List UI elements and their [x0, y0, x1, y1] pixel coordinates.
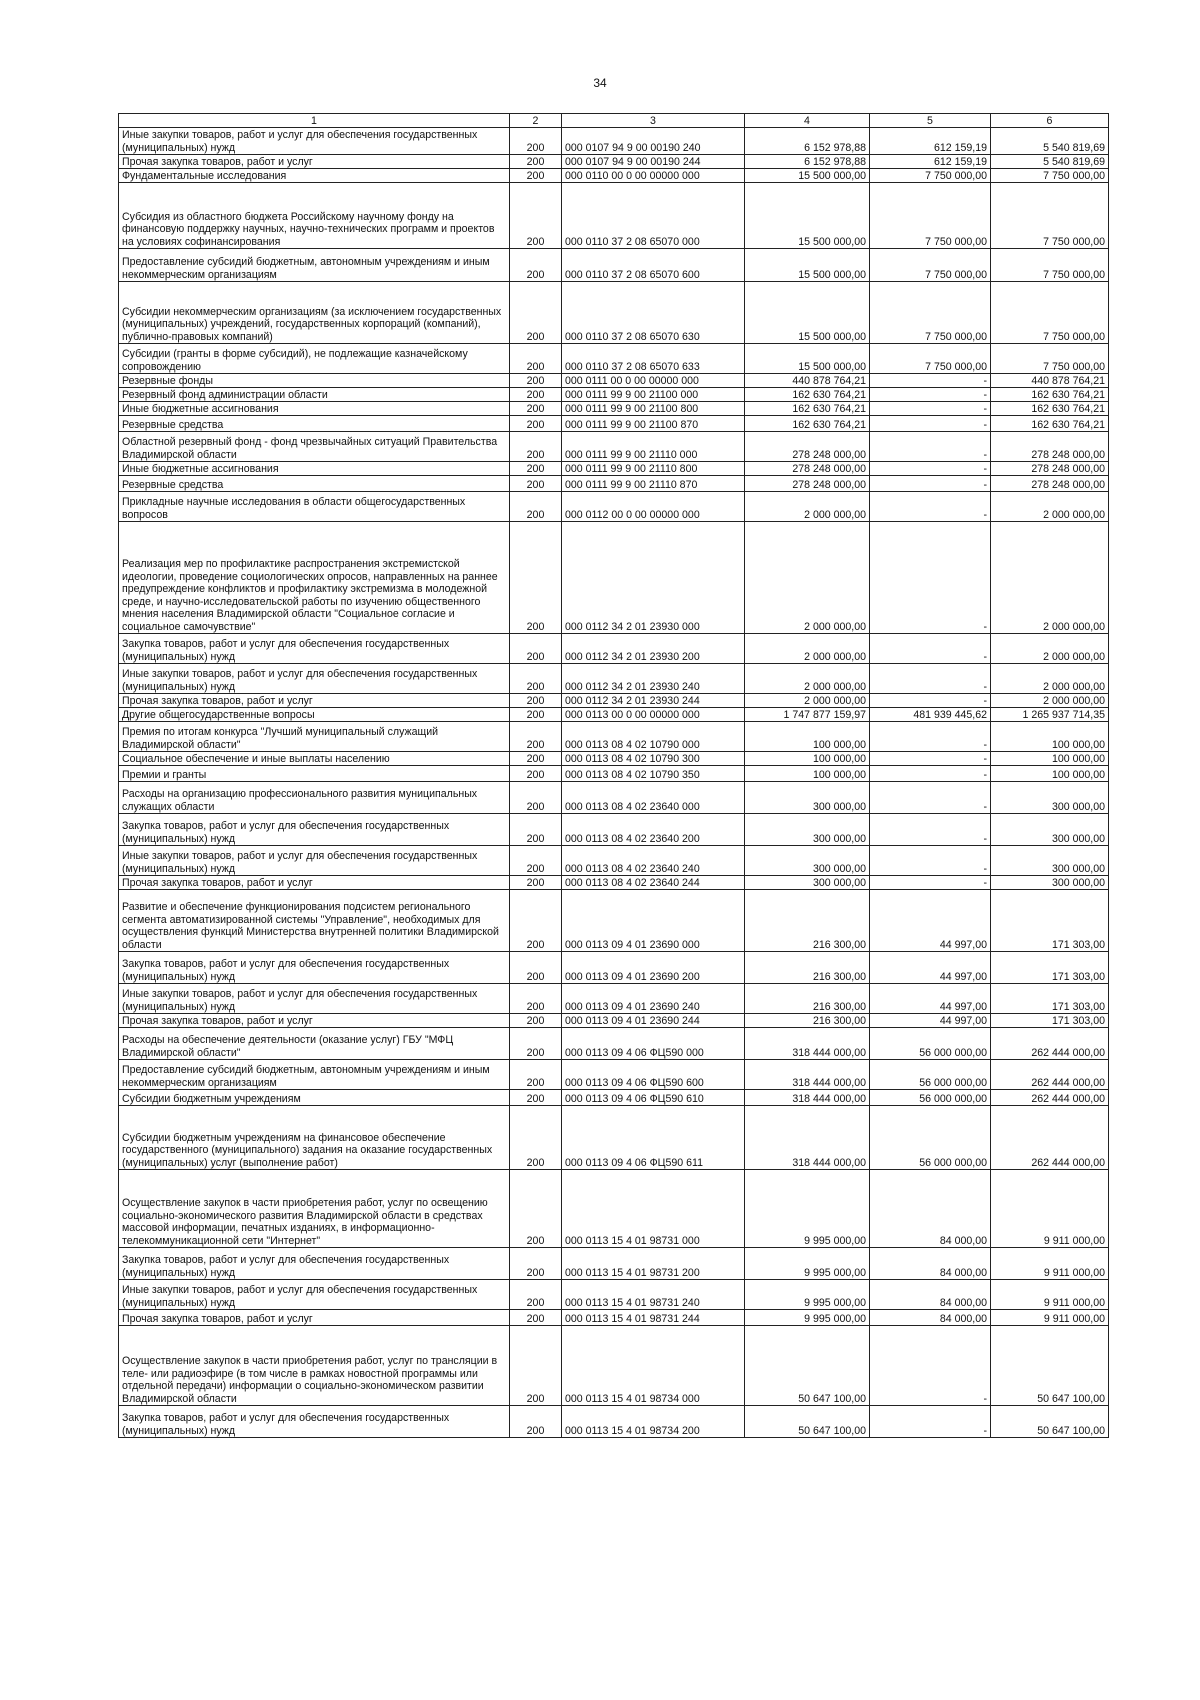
row-total-cell: 100 000,00 — [745, 722, 870, 752]
row-code-cell: 200 — [510, 1014, 562, 1028]
row-executed-cell: 7 750 000,00 — [870, 169, 991, 183]
row-classification-cell: 000 0110 37 2 08 65070 600 — [562, 249, 745, 282]
row-classification-cell: 000 0113 08 4 02 10790 000 — [562, 722, 745, 752]
row-code-cell: 200 — [510, 814, 562, 846]
row-name-cell: Иные закупки товаров, работ и услуг для обеспечения государственных (муниципальных) нужд — [119, 984, 510, 1014]
row-code-cell: 200 — [510, 344, 562, 374]
row-code-cell: 200 — [510, 1106, 562, 1170]
table-row — [119, 282, 1109, 344]
row-classification-cell: 000 0113 15 4 01 98734 000 — [562, 1326, 745, 1406]
row-name-cell: Резервный фонд администрации области — [119, 388, 510, 402]
row-code-cell: 200 — [510, 766, 562, 782]
row-classification-cell: 000 0112 00 0 00 00000 000 — [562, 492, 745, 522]
row-executed-cell: - — [870, 374, 991, 388]
row-classification-cell: 000 0113 08 4 02 23640 000 — [562, 782, 745, 814]
row-executed-cell: 7 750 000,00 — [870, 249, 991, 282]
row-name-cell: Иные бюджетные ассигнования — [119, 402, 510, 416]
row-executed-cell: - — [870, 416, 991, 432]
row-name-cell: Закупка товаров, работ и услуг для обеспечения государственных (муниципальных) нужд — [119, 1406, 510, 1438]
row-executed-cell: 481 939 445,62 — [870, 708, 991, 722]
row-total-cell: 300 000,00 — [745, 782, 870, 814]
row-executed-cell: - — [870, 1406, 991, 1438]
row-name-cell: Прочая закупка товаров, работ и услуг — [119, 155, 510, 169]
row-code-cell: 200 — [510, 249, 562, 282]
row-code-cell: 200 — [510, 432, 562, 462]
row-classification-cell: 000 0112 34 2 01 23930 200 — [562, 634, 745, 664]
table-row — [119, 664, 1109, 694]
row-executed-cell: - — [870, 1326, 991, 1406]
table-row — [119, 1326, 1109, 1406]
row-total-cell: 15 500 000,00 — [745, 183, 870, 249]
row-executed-cell: - — [870, 752, 991, 766]
row-remaining-cell: 262 444 000,00 — [991, 1060, 1109, 1090]
row-total-cell: 15 500 000,00 — [745, 282, 870, 344]
row-classification-cell: 000 0113 08 4 02 23640 240 — [562, 846, 745, 876]
row-code-cell: 200 — [510, 694, 562, 708]
row-name-cell: Другие общегосударственные вопросы — [119, 708, 510, 722]
row-remaining-cell: 1 265 937 714,35 — [991, 708, 1109, 722]
row-executed-cell: - — [870, 492, 991, 522]
row-total-cell: 216 300,00 — [745, 984, 870, 1014]
row-classification-cell: 000 0113 15 4 01 98734 200 — [562, 1406, 745, 1438]
row-total-cell: 15 500 000,00 — [745, 249, 870, 282]
row-remaining-cell: 7 750 000,00 — [991, 344, 1109, 374]
row-remaining-cell: 171 303,00 — [991, 890, 1109, 952]
row-classification-cell: 000 0111 99 9 00 21100 800 — [562, 402, 745, 416]
row-code-cell: 200 — [510, 752, 562, 766]
row-total-cell: 15 500 000,00 — [745, 169, 870, 183]
table-row — [119, 169, 1109, 183]
row-code-cell: 200 — [510, 846, 562, 876]
table-row — [119, 1090, 1109, 1106]
budget-table — [118, 113, 1109, 1438]
table-row — [119, 814, 1109, 846]
row-executed-cell: - — [870, 876, 991, 890]
row-code-cell: 200 — [510, 1090, 562, 1106]
row-code-cell: 200 — [510, 1170, 562, 1248]
row-classification-cell: 000 0111 99 9 00 21110 000 — [562, 432, 745, 462]
row-name-cell: Развитие и обеспечение функционирования подсистем регионального сегмента автоматизированной системы "Управление", необходимых для осуществления функций Министерства внутренней политики Владимирской области — [119, 890, 510, 952]
row-executed-cell: - — [870, 722, 991, 752]
table-row — [119, 183, 1109, 249]
row-executed-cell: - — [870, 522, 991, 634]
table-row — [119, 876, 1109, 890]
row-total-cell: 300 000,00 — [745, 814, 870, 846]
row-name-cell: Иные закупки товаров, работ и услуг для обеспечения государственных (муниципальных) нужд — [119, 1280, 510, 1310]
row-total-cell: 2 000 000,00 — [745, 492, 870, 522]
table-row — [119, 1060, 1109, 1090]
row-code-cell: 200 — [510, 1406, 562, 1438]
row-remaining-cell: 278 248 000,00 — [991, 476, 1109, 492]
row-remaining-cell: 100 000,00 — [991, 766, 1109, 782]
row-name-cell: Иные бюджетные ассигнования — [119, 462, 510, 476]
row-executed-cell: 84 000,00 — [870, 1280, 991, 1310]
row-remaining-cell: 300 000,00 — [991, 782, 1109, 814]
table-row — [119, 522, 1109, 634]
table-row — [119, 846, 1109, 876]
row-classification-cell: 000 0113 09 4 01 23690 200 — [562, 952, 745, 984]
row-total-cell: 162 630 764,21 — [745, 388, 870, 402]
row-total-cell: 216 300,00 — [745, 890, 870, 952]
row-remaining-cell: 162 630 764,21 — [991, 402, 1109, 416]
row-classification-cell: 000 0113 09 4 06 ФЦ590 611 — [562, 1106, 745, 1170]
row-code-cell: 200 — [510, 374, 562, 388]
row-name-cell: Прочая закупка товаров, работ и услуг — [119, 1310, 510, 1326]
row-name-cell: Субсидии бюджетным учреждениям — [119, 1090, 510, 1106]
row-name-cell: Иные закупки товаров, работ и услуг для обеспечения государственных (муниципальных) нужд — [119, 664, 510, 694]
row-code-cell: 200 — [510, 890, 562, 952]
table-row — [119, 462, 1109, 476]
row-name-cell: Субсидии (гранты в форме субсидий), не подлежащие казначейскому сопровождению — [119, 344, 510, 374]
table-row — [119, 1280, 1109, 1310]
table-row — [119, 694, 1109, 708]
row-executed-cell: 56 000 000,00 — [870, 1028, 991, 1060]
row-code-cell: 200 — [510, 952, 562, 984]
table-row — [119, 782, 1109, 814]
row-name-cell: Областной резервный фонд - фонд чрезвычайных ситуаций Правительства Владимирской области — [119, 432, 510, 462]
row-classification-cell: 000 0113 09 4 06 ФЦ590 610 — [562, 1090, 745, 1106]
row-executed-cell: 44 997,00 — [870, 952, 991, 984]
row-total-cell: 9 995 000,00 — [745, 1310, 870, 1326]
row-remaining-cell: 2 000 000,00 — [991, 522, 1109, 634]
row-classification-cell: 000 0113 15 4 01 98731 244 — [562, 1310, 745, 1326]
row-executed-cell: 44 997,00 — [870, 890, 991, 952]
row-executed-cell: - — [870, 814, 991, 846]
row-code-cell: 200 — [510, 416, 562, 432]
row-total-cell: 300 000,00 — [745, 846, 870, 876]
column-header-code: 2 — [510, 114, 562, 128]
row-classification-cell: 000 0113 08 4 02 23640 200 — [562, 814, 745, 846]
row-executed-cell: - — [870, 782, 991, 814]
row-remaining-cell: 171 303,00 — [991, 952, 1109, 984]
row-classification-cell: 000 0111 99 9 00 21100 870 — [562, 416, 745, 432]
row-remaining-cell: 162 630 764,21 — [991, 388, 1109, 402]
row-remaining-cell: 5 540 819,69 — [991, 128, 1109, 155]
row-name-cell: Расходы на организацию профессионального развития муниципальных служащих области — [119, 782, 510, 814]
row-total-cell: 1 747 877 159,97 — [745, 708, 870, 722]
row-code-cell: 200 — [510, 492, 562, 522]
table-row — [119, 1248, 1109, 1280]
row-total-cell: 216 300,00 — [745, 952, 870, 984]
row-name-cell: Субсидии некоммерческим организациям (за исключением государственных (муниципальных) учреждений, государственных корпораций (компаний), публично-правовых компаний) — [119, 282, 510, 344]
row-name-cell: Субсидии бюджетным учреждениям на финансовое обеспечение государственного (муниципального) задания на оказание государственных (муниципальных) услуг (выполнение работ) — [119, 1106, 510, 1170]
table-row — [119, 476, 1109, 492]
table-row — [119, 432, 1109, 462]
row-executed-cell: - — [870, 634, 991, 664]
row-remaining-cell: 262 444 000,00 — [991, 1106, 1109, 1170]
row-classification-cell: 000 0111 00 0 00 00000 000 — [562, 374, 745, 388]
row-name-cell: Фундаментальные исследования — [119, 169, 510, 183]
row-executed-cell: 56 000 000,00 — [870, 1106, 991, 1170]
row-remaining-cell: 9 911 000,00 — [991, 1170, 1109, 1248]
row-classification-cell: 000 0107 94 9 00 00190 240 — [562, 128, 745, 155]
row-classification-cell: 000 0113 08 4 02 10790 350 — [562, 766, 745, 782]
row-remaining-cell: 2 000 000,00 — [991, 492, 1109, 522]
row-remaining-cell: 50 647 100,00 — [991, 1326, 1109, 1406]
table-row — [119, 1406, 1109, 1438]
row-classification-cell: 000 0111 99 9 00 21110 870 — [562, 476, 745, 492]
row-code-cell: 200 — [510, 128, 562, 155]
row-remaining-cell: 171 303,00 — [991, 1014, 1109, 1028]
row-code-cell: 200 — [510, 782, 562, 814]
row-remaining-cell: 7 750 000,00 — [991, 249, 1109, 282]
row-code-cell: 200 — [510, 1310, 562, 1326]
row-total-cell: 9 995 000,00 — [745, 1280, 870, 1310]
row-classification-cell: 000 0113 08 4 02 10790 300 — [562, 752, 745, 766]
table-row — [119, 128, 1109, 155]
row-remaining-cell: 100 000,00 — [991, 752, 1109, 766]
row-remaining-cell: 9 911 000,00 — [991, 1310, 1109, 1326]
row-remaining-cell: 300 000,00 — [991, 846, 1109, 876]
column-header-classification: 3 — [562, 114, 745, 128]
row-remaining-cell: 2 000 000,00 — [991, 694, 1109, 708]
row-name-cell: Реализация мер по профилактике распространения экстремистской идеологии, проведение социологических опросов, направленных на раннее предупреждение конфликтов и профилактику экстремизма в молодежной среде, и научно-исследовательской работы по изучению общественного мнения населения Владимирской области "Социальное согласие и социальное самочувствие" — [119, 522, 510, 634]
row-code-cell: 200 — [510, 1248, 562, 1280]
row-total-cell: 318 444 000,00 — [745, 1106, 870, 1170]
row-executed-cell: 612 159,19 — [870, 155, 991, 169]
table-row — [119, 344, 1109, 374]
row-name-cell: Осуществление закупок в части приобретения работ, услуг по освещению социально-экономического развития Владимирской области в средствах массовой информации, печатных изданиях, в информационно-телекоммуникационной сети "Интернет" — [119, 1170, 510, 1248]
row-classification-cell: 000 0113 15 4 01 98731 000 — [562, 1170, 745, 1248]
row-name-cell: Закупка товаров, работ и услуг для обеспечения государственных (муниципальных) нужд — [119, 814, 510, 846]
row-executed-cell: - — [870, 694, 991, 708]
row-classification-cell: 000 0113 15 4 01 98731 200 — [562, 1248, 745, 1280]
row-classification-cell: 000 0111 99 9 00 21100 000 — [562, 388, 745, 402]
row-name-cell: Прочая закупка товаров, работ и услуг — [119, 694, 510, 708]
row-name-cell: Премия по итогам конкурса "Лучший муниципальный служащий Владимирской области" — [119, 722, 510, 752]
row-name-cell: Резервные средства — [119, 476, 510, 492]
row-total-cell: 162 630 764,21 — [745, 402, 870, 416]
row-executed-cell: - — [870, 402, 991, 416]
row-total-cell: 100 000,00 — [745, 752, 870, 766]
row-name-cell: Закупка товаров, работ и услуг для обеспечения государственных (муниципальных) нужд — [119, 952, 510, 984]
row-executed-cell: - — [870, 846, 991, 876]
row-code-cell: 200 — [510, 984, 562, 1014]
row-code-cell: 200 — [510, 169, 562, 183]
row-classification-cell: 000 0113 09 4 06 ФЦ590 600 — [562, 1060, 745, 1090]
row-classification-cell: 000 0110 37 2 08 65070 000 — [562, 183, 745, 249]
row-name-cell: Осуществление закупок в части приобретения работ, услуг по трансляции в теле- или радиоэфире (в том числе в рамках новостной программы или отдельной передачи) информации о социально-экономическом развитии Владимирской области — [119, 1326, 510, 1406]
table-row — [119, 984, 1109, 1014]
row-code-cell: 200 — [510, 522, 562, 634]
row-executed-cell: - — [870, 388, 991, 402]
row-classification-cell: 000 0112 34 2 01 23930 240 — [562, 664, 745, 694]
row-name-cell: Премии и гранты — [119, 766, 510, 782]
row-executed-cell: 84 000,00 — [870, 1170, 991, 1248]
row-total-cell: 278 248 000,00 — [745, 462, 870, 476]
row-remaining-cell: 300 000,00 — [991, 876, 1109, 890]
row-code-cell: 200 — [510, 876, 562, 890]
row-classification-cell: 000 0113 00 0 00 00000 000 — [562, 708, 745, 722]
row-name-cell: Иные закупки товаров, работ и услуг для обеспечения государственных (муниципальных) нужд — [119, 846, 510, 876]
row-remaining-cell: 278 248 000,00 — [991, 462, 1109, 476]
row-executed-cell: - — [870, 766, 991, 782]
row-executed-cell: 56 000 000,00 — [870, 1060, 991, 1090]
table-row — [119, 388, 1109, 402]
row-total-cell: 318 444 000,00 — [745, 1090, 870, 1106]
row-classification-cell: 000 0112 34 2 01 23930 244 — [562, 694, 745, 708]
row-name-cell: Прочая закупка товаров, работ и услуг — [119, 1014, 510, 1028]
row-name-cell: Предоставление субсидий бюджетным, автономным учреждениям и иным некоммерческим организациям — [119, 1060, 510, 1090]
row-classification-cell: 000 0113 15 4 01 98731 240 — [562, 1280, 745, 1310]
row-total-cell: 300 000,00 — [745, 876, 870, 890]
row-name-cell: Резервные фонды — [119, 374, 510, 388]
column-header-executed: 5 — [870, 114, 991, 128]
row-classification-cell: 000 0110 37 2 08 65070 630 — [562, 282, 745, 344]
row-code-cell: 200 — [510, 282, 562, 344]
row-executed-cell: 7 750 000,00 — [870, 344, 991, 374]
table-row — [119, 1170, 1109, 1248]
row-code-cell: 200 — [510, 388, 562, 402]
row-executed-cell: 7 750 000,00 — [870, 282, 991, 344]
row-total-cell: 2 000 000,00 — [745, 634, 870, 664]
row-code-cell: 200 — [510, 155, 562, 169]
row-executed-cell: 612 159,19 — [870, 128, 991, 155]
row-executed-cell: - — [870, 476, 991, 492]
row-executed-cell: 84 000,00 — [870, 1248, 991, 1280]
row-name-cell: Закупка товаров, работ и услуг для обеспечения государственных (муниципальных) нужд — [119, 634, 510, 664]
row-remaining-cell: 162 630 764,21 — [991, 416, 1109, 432]
row-classification-cell: 000 0112 34 2 01 23930 000 — [562, 522, 745, 634]
table-row — [119, 1014, 1109, 1028]
row-remaining-cell: 278 248 000,00 — [991, 432, 1109, 462]
row-total-cell: 216 300,00 — [745, 1014, 870, 1028]
row-total-cell: 318 444 000,00 — [745, 1028, 870, 1060]
row-classification-cell: 000 0113 09 4 01 23690 244 — [562, 1014, 745, 1028]
table-row — [119, 492, 1109, 522]
row-name-cell: Прочая закупка товаров, работ и услуг — [119, 876, 510, 890]
row-code-cell: 200 — [510, 183, 562, 249]
row-remaining-cell: 100 000,00 — [991, 722, 1109, 752]
row-total-cell: 6 152 978,88 — [745, 155, 870, 169]
row-code-cell: 200 — [510, 1326, 562, 1406]
table-body — [119, 128, 1109, 1438]
row-executed-cell: 44 997,00 — [870, 984, 991, 1014]
row-total-cell: 278 248 000,00 — [745, 476, 870, 492]
table-row — [119, 1310, 1109, 1326]
row-code-cell: 200 — [510, 1280, 562, 1310]
table-row — [119, 416, 1109, 432]
row-total-cell: 2 000 000,00 — [745, 694, 870, 708]
row-executed-cell: - — [870, 664, 991, 694]
row-code-cell: 200 — [510, 1060, 562, 1090]
row-total-cell: 50 647 100,00 — [745, 1406, 870, 1438]
row-name-cell: Предоставление субсидий бюджетным, автономным учреждениям и иным некоммерческим организациям — [119, 249, 510, 282]
table-row — [119, 722, 1109, 752]
row-executed-cell: 7 750 000,00 — [870, 183, 991, 249]
row-remaining-cell: 7 750 000,00 — [991, 282, 1109, 344]
row-total-cell: 15 500 000,00 — [745, 344, 870, 374]
column-header-remaining: 6 — [991, 114, 1109, 128]
table-row — [119, 1028, 1109, 1060]
table-row — [119, 155, 1109, 169]
row-total-cell: 50 647 100,00 — [745, 1326, 870, 1406]
row-classification-cell: 000 0113 09 4 01 23690 000 — [562, 890, 745, 952]
row-executed-cell: 44 997,00 — [870, 1014, 991, 1028]
row-total-cell: 162 630 764,21 — [745, 416, 870, 432]
row-total-cell: 2 000 000,00 — [745, 664, 870, 694]
row-name-cell: Прикладные научные исследования в области общегосударственных вопросов — [119, 492, 510, 522]
row-remaining-cell: 440 878 764,21 — [991, 374, 1109, 388]
row-executed-cell: 84 000,00 — [870, 1310, 991, 1326]
row-remaining-cell: 262 444 000,00 — [991, 1028, 1109, 1060]
row-remaining-cell: 7 750 000,00 — [991, 183, 1109, 249]
row-total-cell: 2 000 000,00 — [745, 522, 870, 634]
row-remaining-cell: 2 000 000,00 — [991, 664, 1109, 694]
row-code-cell: 200 — [510, 708, 562, 722]
row-executed-cell: - — [870, 432, 991, 462]
table-row — [119, 374, 1109, 388]
row-remaining-cell: 5 540 819,69 — [991, 155, 1109, 169]
row-classification-cell: 000 0113 08 4 02 23640 244 — [562, 876, 745, 890]
row-name-cell: Закупка товаров, работ и услуг для обеспечения государственных (муниципальных) нужд — [119, 1248, 510, 1280]
row-name-cell: Резервные средства — [119, 416, 510, 432]
row-name-cell: Расходы на обеспечение деятельности (оказание услуг) ГБУ "МФЦ Владимирской области" — [119, 1028, 510, 1060]
table-row — [119, 766, 1109, 782]
row-total-cell: 440 878 764,21 — [745, 374, 870, 388]
row-remaining-cell: 50 647 100,00 — [991, 1406, 1109, 1438]
table-row — [119, 890, 1109, 952]
row-total-cell: 9 995 000,00 — [745, 1248, 870, 1280]
row-executed-cell: 56 000 000,00 — [870, 1090, 991, 1106]
row-executed-cell: - — [870, 462, 991, 476]
table-row — [119, 952, 1109, 984]
row-classification-cell: 000 0110 37 2 08 65070 633 — [562, 344, 745, 374]
row-classification-cell: 000 0110 00 0 00 00000 000 — [562, 169, 745, 183]
row-code-cell: 200 — [510, 664, 562, 694]
row-remaining-cell: 171 303,00 — [991, 984, 1109, 1014]
row-remaining-cell: 7 750 000,00 — [991, 169, 1109, 183]
row-classification-cell: 000 0107 94 9 00 00190 244 — [562, 155, 745, 169]
table-row — [119, 249, 1109, 282]
row-name-cell: Социальное обеспечение и иные выплаты населению — [119, 752, 510, 766]
column-header-total: 4 — [745, 114, 870, 128]
row-classification-cell: 000 0113 09 4 06 ФЦ590 000 — [562, 1028, 745, 1060]
row-code-cell: 200 — [510, 1028, 562, 1060]
row-name-cell: Субсидия из областного бюджета Российскому научному фонду на финансовую поддержку научных, научно-технических программ и проектов на условиях софинансирования — [119, 183, 510, 249]
row-name-cell: Иные закупки товаров, работ и услуг для обеспечения государственных (муниципальных) нужд — [119, 128, 510, 155]
table-row — [119, 1106, 1109, 1170]
row-code-cell: 200 — [510, 402, 562, 416]
row-total-cell: 318 444 000,00 — [745, 1060, 870, 1090]
row-total-cell: 6 152 978,88 — [745, 128, 870, 155]
row-classification-cell: 000 0113 09 4 01 23690 240 — [562, 984, 745, 1014]
row-remaining-cell: 300 000,00 — [991, 814, 1109, 846]
row-remaining-cell: 2 000 000,00 — [991, 634, 1109, 664]
table-row — [119, 402, 1109, 416]
column-header-name: 1 — [119, 114, 510, 128]
table-row — [119, 708, 1109, 722]
row-code-cell: 200 — [510, 722, 562, 752]
row-code-cell: 200 — [510, 462, 562, 476]
page-number: 34 — [593, 76, 607, 90]
row-classification-cell: 000 0111 99 9 00 21110 800 — [562, 462, 745, 476]
row-code-cell: 200 — [510, 476, 562, 492]
table-row — [119, 634, 1109, 664]
table-row — [119, 752, 1109, 766]
row-remaining-cell: 9 911 000,00 — [991, 1280, 1109, 1310]
row-total-cell: 278 248 000,00 — [745, 432, 870, 462]
row-remaining-cell: 262 444 000,00 — [991, 1090, 1109, 1106]
row-remaining-cell: 9 911 000,00 — [991, 1248, 1109, 1280]
row-total-cell: 9 995 000,00 — [745, 1170, 870, 1248]
row-code-cell: 200 — [510, 634, 562, 664]
row-total-cell: 100 000,00 — [745, 766, 870, 782]
column-number-row — [119, 114, 1109, 128]
